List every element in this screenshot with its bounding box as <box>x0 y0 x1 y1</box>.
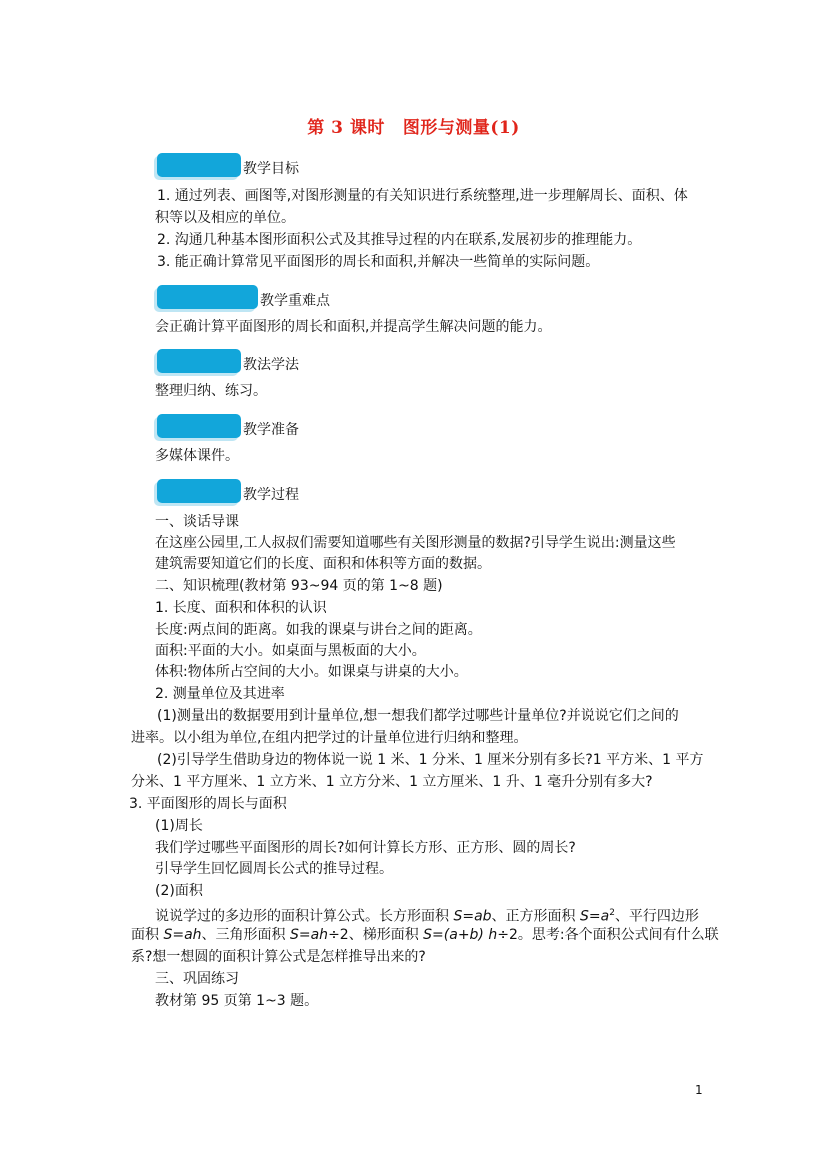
triangle-area-formula: S=ah <box>289 927 329 943</box>
methods-text: 整理归纳、练习。 <box>155 383 267 399</box>
goal-1-line-1: 1. 通过列表、画图等,对图形测量的有关知识进行系统整理,进一步理解周长、面积、体 <box>157 188 688 204</box>
lesson-number: 第 3 课时 <box>307 118 385 138</box>
process-part1-line1: 在这座公园里,工人叔叔们需要知道哪些有关图形测量的数据?引导学生说出:测量这些 <box>155 535 676 551</box>
section-bar <box>157 479 241 503</box>
subsection-3-perimeter-line2: 引导学生回忆圆周长公式的推导过程。 <box>155 861 393 877</box>
process-part1-heading: 一、谈话导课 <box>155 514 239 530</box>
area-formulas-line2 <box>131 925 719 946</box>
subsection-1-line3: 体积:物体所占空间的大小。如课桌与讲桌的大小。 <box>155 664 468 680</box>
section-title-process: 教学过程 <box>243 487 299 503</box>
lesson-topic: 图形与测量(1) <box>402 118 520 138</box>
section-bar <box>157 285 258 309</box>
goal-2: 2. 沟通几种基本图形面积公式及其推导过程的内在联系,发展初步的推理能力。 <box>157 232 642 248</box>
subsection-2-item2-line2: 分米、1 平方厘米、1 立方米、1 立方分米、1 立方厘米、1 升、1 毫升分别有多大? <box>131 774 653 790</box>
keypoints-text: 会正确计算平面图形的周长和面积,并提高学生解决问题的能力。 <box>155 319 552 335</box>
subsection-1-line1: 长度:两点间的距离。如我的课桌与讲台之间的距离。 <box>155 622 482 638</box>
process-part2-heading: 二、知识梳理(教材第 93~94 页的第 1~8 题) <box>155 578 443 594</box>
area-text: 、平行四边形 <box>614 908 699 925</box>
goal-1-line-2: 积等以及相应的单位。 <box>155 210 295 226</box>
parallelogram-area-formula: S=ah <box>163 927 202 943</box>
subsection-2-heading: 2. 测量单位及其进率 <box>155 686 285 702</box>
area-formulas-line3: 系?想一想圆的面积计算公式是怎样推导出来的? <box>131 949 426 965</box>
subsection-2-item1-line2: 进率。以小组为单位,在组内把学过的计量单位进行归纳和整理。 <box>131 730 528 746</box>
subsection-2-item2-line1: (2)引导学生借助身边的物体说一说 1 米、1 分米、1 厘米分别有多长?1 平方米、1 平方 <box>157 752 704 768</box>
subsection-3-heading: 3. 平面图形的周长与面积 <box>129 796 287 812</box>
area-text: ÷2、梯形面积 <box>328 927 424 943</box>
section-title-prep: 教学准备 <box>243 422 299 438</box>
section-bar <box>157 153 241 177</box>
area-text: 说说学过的多边形的面积计算公式。长方形面积 <box>155 908 454 925</box>
square-area-formula: S=a <box>580 908 610 925</box>
prep-text: 多媒体课件。 <box>155 448 239 464</box>
subsection-1-heading: 1. 长度、面积和体积的认识 <box>155 600 327 616</box>
section-bar <box>157 414 241 438</box>
section-bar <box>157 349 241 373</box>
process-part3-heading: 三、巩固练习 <box>155 971 239 987</box>
subsection-3-perimeter-line1: 我们学过哪些平面图形的周长?如何计算长方形、正方形、圆的周长? <box>155 840 576 856</box>
rectangle-area-formula: S=ab <box>453 908 492 925</box>
goal-3: 3. 能正确计算常见平面图形的周长和面积,并解决一些简单的实际问题。 <box>157 254 600 270</box>
page-number: 1 <box>695 1083 703 1097</box>
process-part1-line2: 建筑需要知道它们的长度、面积和体积等方面的数据。 <box>155 556 491 572</box>
area-text: ÷2。思考:各个面积公式间有什么联 <box>497 927 719 943</box>
area-text: 面积 <box>131 927 164 943</box>
trapezoid-area-formula: S=(a+b) h <box>423 927 498 943</box>
section-title-methods: 教法学法 <box>243 357 299 373</box>
area-formulas-line1 <box>155 903 699 928</box>
area-text: 、三角形面积 <box>201 927 290 943</box>
square-exponent: 2 <box>609 908 615 918</box>
subsection-2-item1-line1: (1)测量出的数据要用到计量单位,想一想我们都学过哪些计量单位?并说说它们之间的 <box>157 708 679 724</box>
subsection-3-area-heading: (2)面积 <box>155 883 203 899</box>
section-title-keypoints: 教学重难点 <box>260 293 330 309</box>
subsection-3-perimeter-heading: (1)周长 <box>155 818 203 834</box>
process-part3-line1: 教材第 95 页第 1~3 题。 <box>155 993 319 1009</box>
page-title <box>0 113 827 138</box>
section-title-goal: 教学目标 <box>243 161 299 177</box>
subsection-1-line2: 面积:平面的大小。如桌面与黑板面的大小。 <box>155 643 426 659</box>
area-text: 、正方形面积 <box>491 908 580 925</box>
